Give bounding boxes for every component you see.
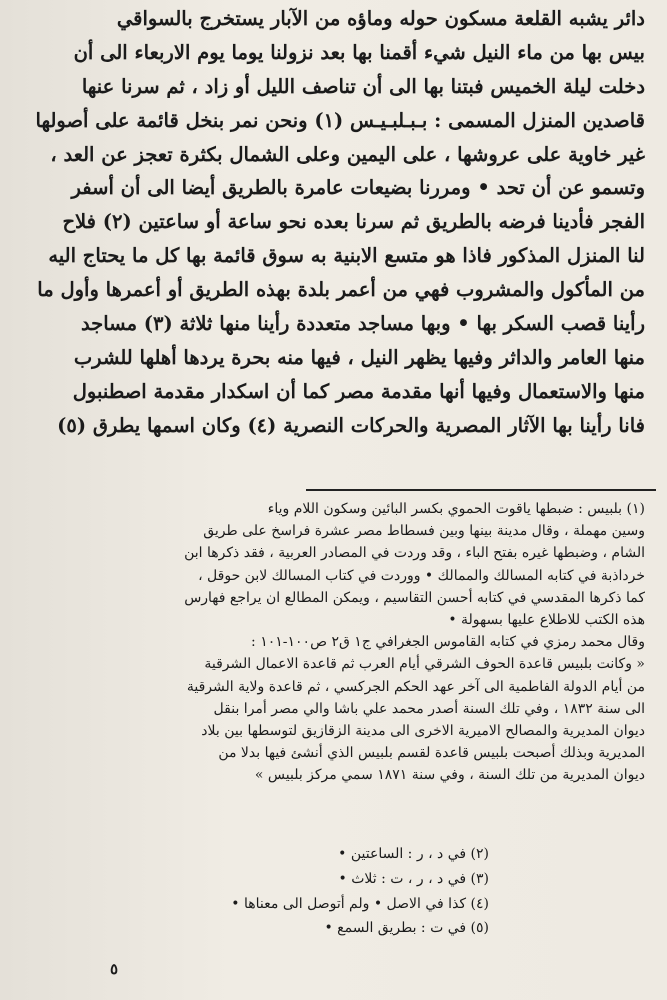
main-text-line: منها العامر والداثر وفيها يظهر النيل ، فيها منه بحرة يردها أهلها للشرب [73, 345, 645, 369]
main-text-line: وتسمو عن أن تحد • ومررنا بضيعات عامرة بالطريق أيضا الى أن أسفر [71, 176, 645, 200]
footnote-line: ديوان المديرية من تلك السنة ، وفي سنة ١٨٧١ سمي مركز بلبيس » [254, 767, 645, 784]
footnote-block [20, 498, 645, 786]
footnote-line: الى سنة ١٨٣٢ ، وفي تلك السنة أصدر محمد علي باشا والي مصر أمرا بنقل [213, 700, 645, 717]
footnote-line: المديرية وبذلك أصبحت بلبيس قاعدة لقسم بلبيس الذي أنشئ فيها بدلا من [218, 745, 645, 762]
footnote-line: هذه الكتب للاطلاع عليها بسهولة • [448, 611, 645, 628]
variant-note: (٥) في ت : بطريق السمع • [324, 920, 489, 937]
footnote-line: ديوان المديرية والمصالح الاميرية الاخرى الى مدينة الزقازيق لتوسطها بين بلاد [201, 722, 645, 739]
footnote-line: كما ذكرها المقدسي في كتابه أحسن التقاسيم ، ويمكن المطالع ان يراجع فهارس [184, 589, 645, 606]
footnote-separator-rule [306, 489, 656, 491]
main-body-text [10, 2, 645, 443]
page-number: ٥ [110, 960, 119, 978]
footnote-line: من أيام الدولة الفاطمية الى آخر عهد الحكم الجركسي ، ثم قاعدة ولاية الشرقية [186, 678, 645, 695]
main-text-line: فانا رأينا بها الآثار المصرية والحركات النصرية (٤) وكان اسمها يطرق (٥) [57, 413, 645, 437]
main-text-line: رأينا قصب السكر بها • وبها مساجد متعددة رأينا منها ثلاثة (٣) مساجد [80, 312, 645, 336]
footnote-line: وسين مهملة ، وقال مدينة بينها وبين فسطاط مصر عشرة فراسخ على طريق [203, 523, 645, 540]
main-text-line: غير خاوية على عروشها ، على اليمين وعلى الشمال بكثرة تعجز عن العد ، [50, 142, 645, 166]
main-text-line: دائر يشبه القلعة مسكون حوله وماؤه من الآبار يستخرج بالسواقي [116, 7, 645, 30]
footnote-line: وقال محمد رمزي في كتابه القاموس الجغرافي ج١ ق٢ ص١٠٠-١٠١ : [251, 634, 645, 651]
variant-note: (٣) في د ، ر ، ت : ثلاث • [338, 870, 489, 887]
main-text-line: دخلت ليلة الخميس فبتنا بها الى أن تناصف الليل أو زاد ، ثم سرنا عنها [81, 74, 645, 98]
variant-note: (٤) كذا في الاصل • ولم أتوصل الى معناها • [231, 895, 489, 912]
footnote-line: « وكانت بلبيس قاعدة الحوف الشرقي أيام العرب ثم قاعدة الاعمال الشرقية [204, 656, 645, 673]
main-text-line: لنا المنزل المذكور فاذا هو متسع الابنية به سوق قائمة بها كل ما يحتاج اليه [48, 244, 645, 268]
main-text-line: من المأكول والمشروب فهي من أعمر بلدة بهذه الطريق أو أعمرها وأول ما [37, 278, 645, 302]
main-text-line: منها والاستعمال وفيها أنها مقدمة مصر كما أن اسكدار مقدمة اصطنبول [72, 379, 645, 403]
footnote-line: (١) بلبيس : ضبطها ياقوت الحموي بكسر البائين وسكون اللام وياء [267, 501, 645, 517]
variant-note: (٢) في د ، ر : الساعتين • [338, 846, 489, 862]
main-text-line: الفجر فأدينا فرضه بالطريق ثم سرنا بعده نحو ساعة أو ساعتين (٢) فلاح [62, 210, 645, 234]
variant-notes [129, 842, 489, 941]
footnote-line: خرداذبة في كتابه المسالك والممالك • ووردت في كتاب المسالك لابن حوقل ، [198, 567, 645, 584]
footnote-line: الشام ، وضبطها غيره بفتح الباء ، وقد وردت في المصادر العربية ، فقد ذكرها ابن [184, 545, 645, 562]
main-text-line: بيس بها من ماء النيل شيء أقمنا بها بعد نزولنا يوما يوم الاربعاء الى أن [73, 40, 645, 64]
main-text-line: قاصدين المنزل المسمى : بـبـلبـيـس (١) ونحن نمر بنخل قائمة على أصولها [35, 108, 645, 132]
